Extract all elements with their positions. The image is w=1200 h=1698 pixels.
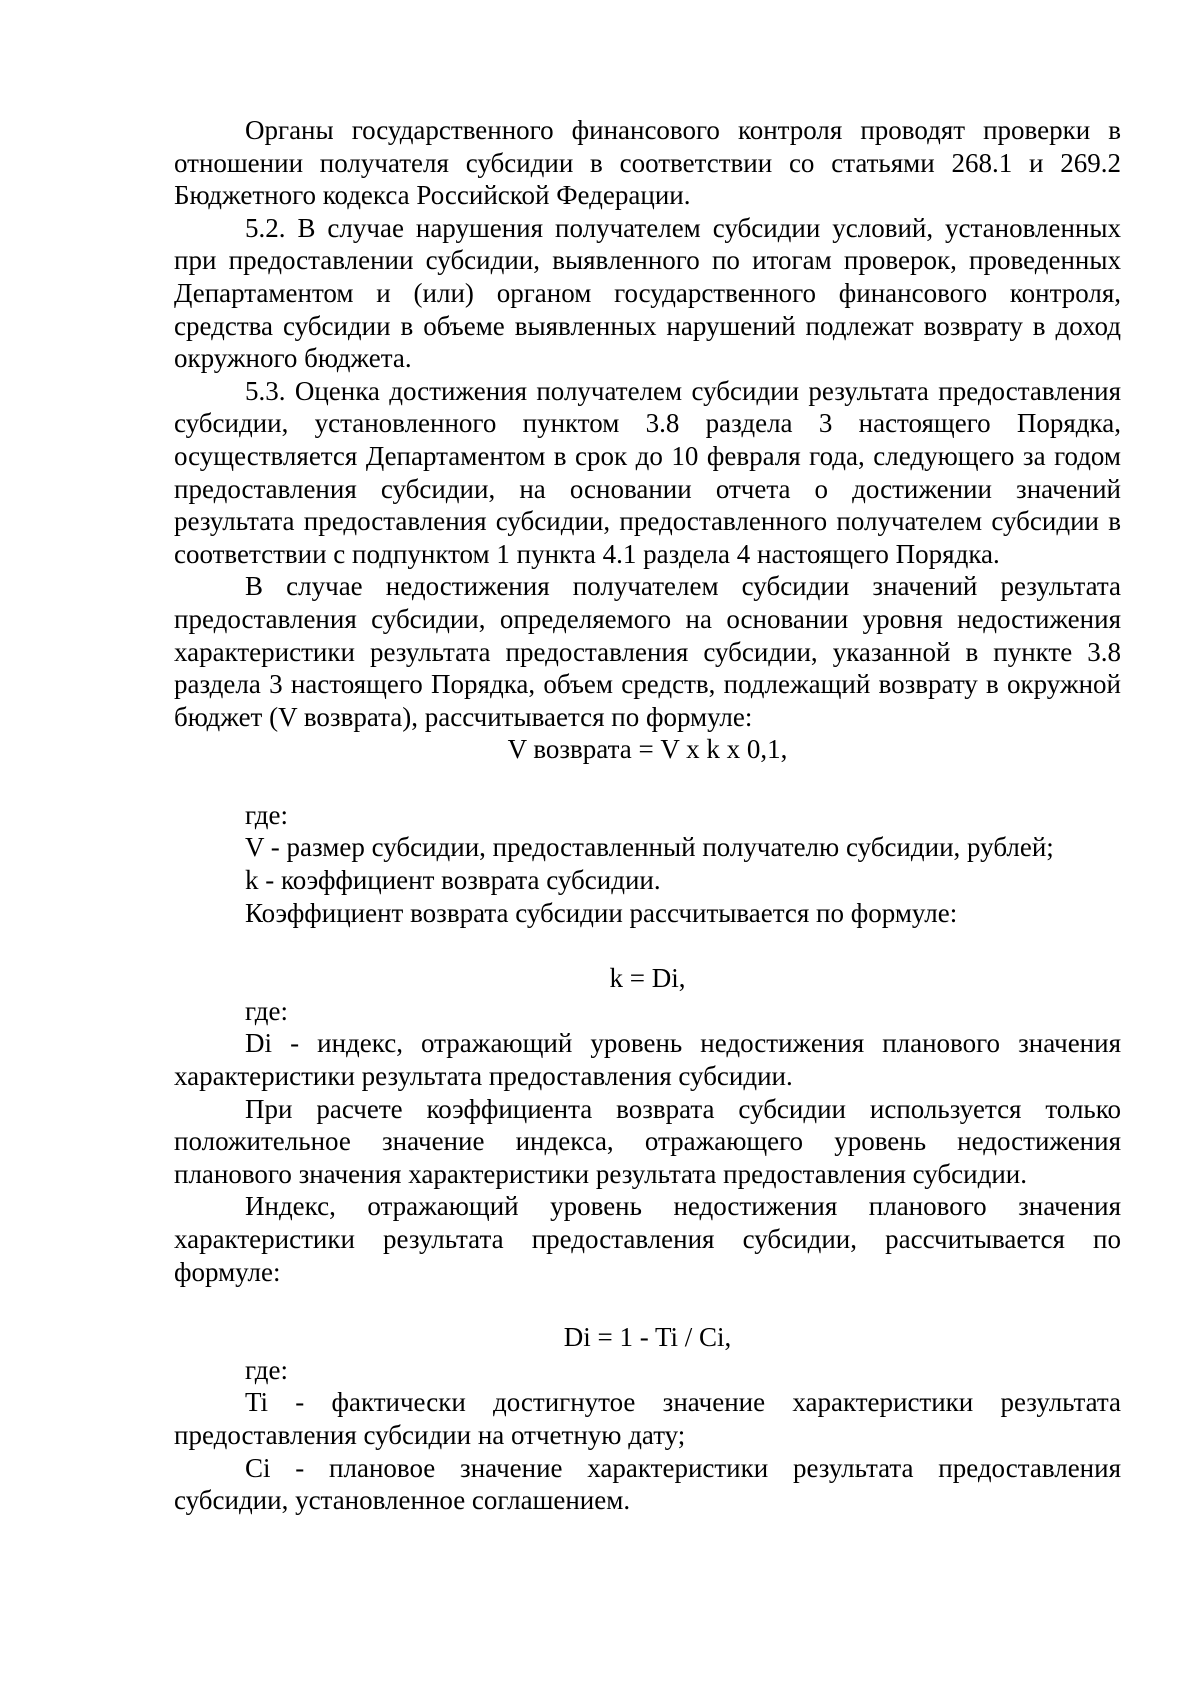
definition-di: Di - индекс, отражающий уровень недостижения планового значения характеристики результата предоставления субсидии. xyxy=(174,1028,1121,1092)
paragraph-financial-control: Органы государственного финансового контроля проводят проверки в отношении получателя субсидии в соответствии со статьями 268.1 и 269.2 Бюджетного кодекса Российской Федерации. xyxy=(174,115,1121,211)
spacer xyxy=(174,766,1121,799)
definition-ti: Ti - фактически достигнутое значение характеристики результата предоставления субсидии на отчетную дату; xyxy=(174,1387,1121,1450)
where-label: где: xyxy=(245,799,288,830)
formula-di: Di = 1 - Ti / Ci, xyxy=(563,1322,732,1353)
document-body xyxy=(174,114,1121,1517)
definition-ci: Ci - плановое значение характеристики результата предоставления субсидии, установленное соглашением. xyxy=(174,1452,1121,1516)
paragraph-positive-index: При расчете коэффициента возврата субсидии используется только положительное значение индекса, отражающего уровень недостижения планового значения характеристики результата предоставления субсидии. xyxy=(174,1093,1121,1189)
paragraph-coefficient-formula-intro: Коэффициент возврата субсидии рассчитывается по формуле: xyxy=(245,897,958,928)
paragraph-non-achievement: В случае недостижения получателем субсидии значений результата предоставления субсидии, определяемого на основании уровня недостижения характеристики результата предоставления субсидии, указанной в пункте 3.8 раздела 3 настоящего Порядка, объем средств, подлежащий возврату в окружной бюджет (V возврата), рассчитывается по формуле: xyxy=(174,571,1121,732)
spacer xyxy=(174,1288,1121,1321)
formula-k: k = Di, xyxy=(609,963,686,994)
where-label: где: xyxy=(245,995,288,1026)
definition-v: V - размер субсидии, предоставленный получателю субсидии, рублей; xyxy=(245,832,1054,863)
definition-k: k - коэффициент возврата субсидии. xyxy=(245,865,661,896)
spacer xyxy=(174,929,1121,962)
paragraph-5-2: 5.2. В случае нарушения получателем субсидии условий, установленных при предоставлении субсидии, выявленного по итогам проверок, проведенных Департаментом и (или) органом государственного финансового контроля, средства субсидии в объеме выявленных нарушений подлежат возврату в доход окружного бюджета. xyxy=(174,212,1121,374)
paragraph-5-3: 5.3. Оценка достижения получателем субсидии результата предоставления субсидии, установленного пунктом 3.8 раздела 3 настоящего Порядка, осуществляется Департаментом в срок до 10 февраля года, следующего за годом предоставления субсидии, на основании отчета о достижении значений результата предоставления субсидии, предоставленного получателем субсидии в соответствии с подпунктом 1 пункта 4.1 раздела 4 настоящего Порядка. xyxy=(174,375,1121,569)
formula-v-return: V возврата = V x k x 0,1, xyxy=(507,734,788,765)
paragraph-index-formula-intro: Индекс, отражающий уровень недостижения планового значения характеристики результата предоставления субсидии, рассчитывается по формуле: xyxy=(174,1191,1121,1287)
where-label: где: xyxy=(245,1354,288,1385)
